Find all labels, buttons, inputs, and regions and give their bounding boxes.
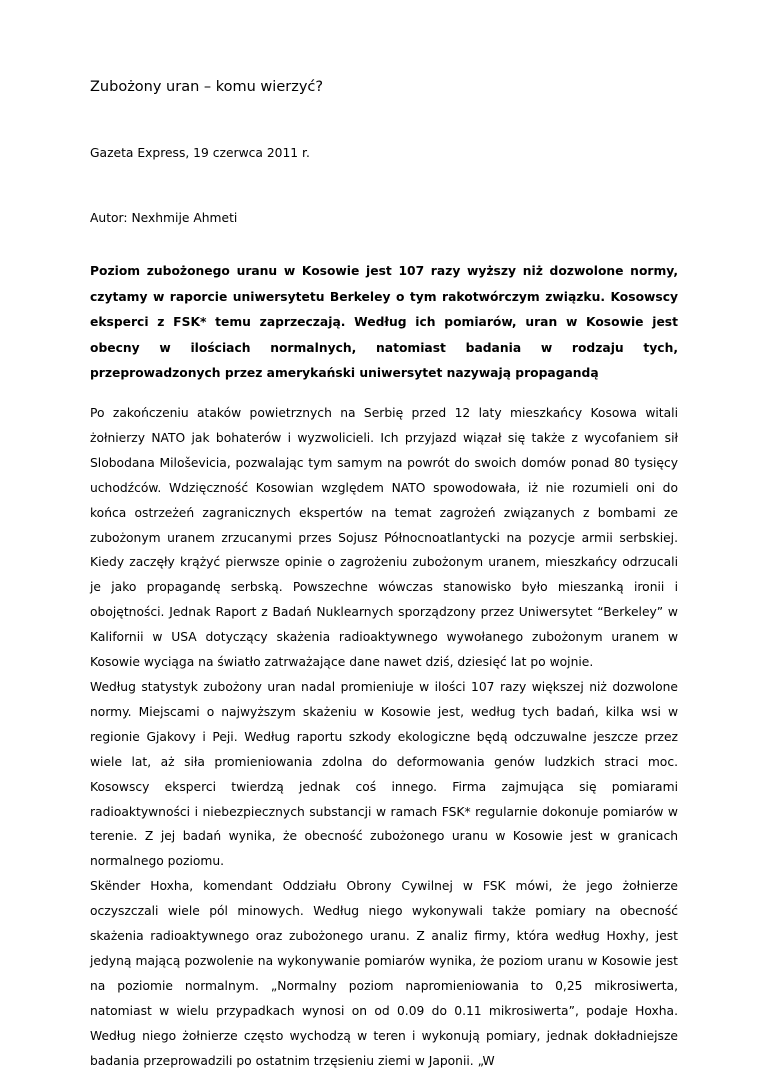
article-author: Autor: Nexhmije Ahmeti (90, 211, 238, 225)
body-paragraph-2: Według statystyk zubożony uran nadal promieniuje w ilości 107 razy większej niż dozwolone normy. Miejscami o najwyższym skażeniu w Kosowie jest, według tych badań, kilka wsi w regionie Gjakovy i Peji. Według raportu szkody ekologiczne będą odczuwalne jeszcze przez wiele lat, aż siła promieniowania zdolna do deformowania genów ludzkich straci moc. Kosowscy eksperci twierdzą jednak coś innego. Firma zajmująca się pomiarami radioaktywności i niebezpiecznych substancji w ramach FSK* regularnie dokonuje pomiarów w terenie. Z jej badań wynika, że obecność zubożonego uranu w Kosowie jest w granicach normalnego poziomu. (90, 679, 678, 869)
article-body (90, 401, 678, 1073)
article-title: Zubożony uran – komu wierzyć? (90, 79, 324, 95)
body-paragraph-1: Po zakończeniu ataków powietrznych na Serbię przed 12 laty mieszkańcy Kosowa witali żołnierzy NATO jak bohaterów i wyzwolicieli. Ich przyjazd wiązał się także z wycofaniem sił Slobodana Miloševicia, pozwalając tym samym na powrót do swoich domów ponad 80 tysięcy uchodźców. Wdzięczność Kosowian względem NATO spowodowała, iż nie rozumieli oni do końca ostrzeżeń zagranicznych ekspertów na temat zagrożeń związanych z bombami ze zubożonym uranem zrzucanymi przes Sojusz Północnoatlantycki na pozycje armii serbskiej. Kiedy zaczęły krążyć pierwsze opinie o zagrożeniu zubożonym uranem, mieszkańcy odrzucali je jako propagandę serbską. Powszechne wówczas stanowisko było mieszanką ironii i obojętności. Jednak Raport z Badań Nuklearnych sporządzony przez Uniwersytet “Berkeley” w Kalifornii w USA dotyczący skażenia radioaktywnego wywołanego zubożonym uranem w Kosowie wyciąga na światło zatrważające dane nawet dziś, dziesięć lat po wojnie. (90, 406, 678, 670)
body-paragraph-3: Skënder Hoxha, komendant Oddziału Obrony Cywilnej w FSK mówi, że jego żołnierze oczyszczali wiele pól minowych. Według niego wykonywali także pomiary na obecność skażenia radioaktywnego oraz zubożonego uranu. Z analiz firmy, która według Hoxhy, jest jedyną mającą pozwolenie na wykonywanie pomiarów wynika, że poziom uranu w Kosowie jest na poziomie normalnym. „Normalny poziom napromieniowania to 0,25 mikrosiwerta, natomiast w wielu przypadkach wynosi on od 0.09 do 0.11 mikrosiwerta”, podaje Hoxha. Według niego żołnierze często wychodzą w teren i wykonują pomiary, jednak dokładniejsze badania przeprowadzili po ostatnim trzęsieniu ziemi w Japonii. „W (90, 879, 678, 1068)
article-source: Gazeta Express, 19 czerwca 2011 r. (90, 146, 310, 160)
article-lead: Poziom zubożonego uranu w Kosowie jest 107 razy wyższy niż dozwolone normy, czytamy w raporcie uniwersytetu Berkeley o tym rakotwórczym związku. Kosowscy eksperci z FSK* temu zaprzeczają. Według ich pomiarów, uran w Kosowie jest obecny w ilościach normalnych, natomiast badania w rodzaju tych, przeprowadzonych przez amerykański uniwersytet nazywają propagandą (90, 264, 678, 380)
